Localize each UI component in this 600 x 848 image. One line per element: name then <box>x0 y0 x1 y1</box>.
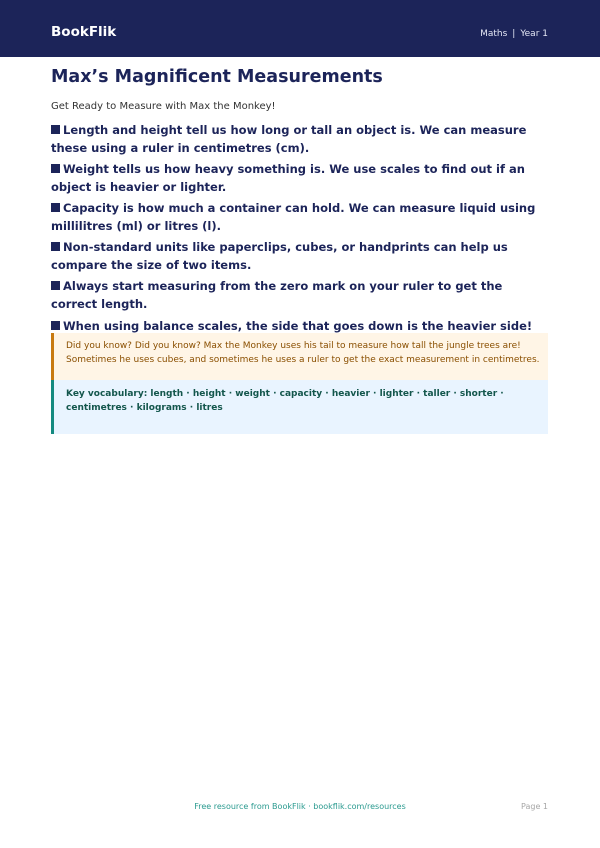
subject-label: Maths <box>480 29 508 39</box>
page-title: Max’s Magnificent Measurements <box>51 67 383 87</box>
square-bullet-icon <box>51 164 60 173</box>
page-subtitle: Get Ready to Measure with Max the Monkey! <box>51 101 276 112</box>
brand-logo[interactable]: BookFlik <box>51 24 117 40</box>
square-bullet-icon <box>51 125 60 134</box>
key-point-text: Non-standard units like paperclips, cubes, or handprints can help us compare the size of two items. <box>51 240 508 272</box>
key-point <box>51 122 551 157</box>
year-label: Year 1 <box>520 29 548 39</box>
key-point-text: Capacity is how much a container can hold. We can measure liquid using millilitres (ml) or litres (l). <box>51 201 536 233</box>
key-point-text: Always start measuring from the zero mark on your ruler to get the correct length. <box>51 279 503 311</box>
meta-separator: | <box>512 29 516 39</box>
resource-meta <box>480 28 548 40</box>
footer-credit-link[interactable]: Free resource from BookFlik · bookflik.com/resources <box>194 802 406 811</box>
key-point <box>51 239 551 274</box>
key-vocabulary-text: Key vocabulary: length · height · weight · capacity · heavier · lighter · taller · shorter · centimetres · kilograms · litres <box>66 389 504 413</box>
key-point-text: Weight tells us how heavy something is. We use scales to find out if an object is heavier or lighter. <box>51 162 525 194</box>
key-point <box>51 278 551 313</box>
did-you-know-text: Did you know? Did you know? Max the Monkey uses his tail to measure how tall the jungle trees are! Sometimes he uses cubes, and sometimes he uses a ruler to get the exact measurement in centimetres. <box>66 341 540 365</box>
key-point <box>51 200 551 235</box>
page-number: Page 1 <box>521 802 548 811</box>
square-bullet-icon <box>51 281 60 290</box>
key-point-text: Length and height tell us how long or tall an object is. We can measure these using a ruler in centimetres (cm). <box>51 123 527 155</box>
square-bullet-icon <box>51 321 60 330</box>
key-points-list <box>51 122 551 336</box>
key-vocabulary-callout <box>51 380 548 434</box>
square-bullet-icon <box>51 203 60 212</box>
top-banner <box>0 0 600 57</box>
did-you-know-callout <box>51 333 548 381</box>
square-bullet-icon <box>51 242 60 251</box>
key-point-text: When using balance scales, the side that goes down is the heavier side! <box>63 319 533 333</box>
key-point <box>51 161 551 196</box>
